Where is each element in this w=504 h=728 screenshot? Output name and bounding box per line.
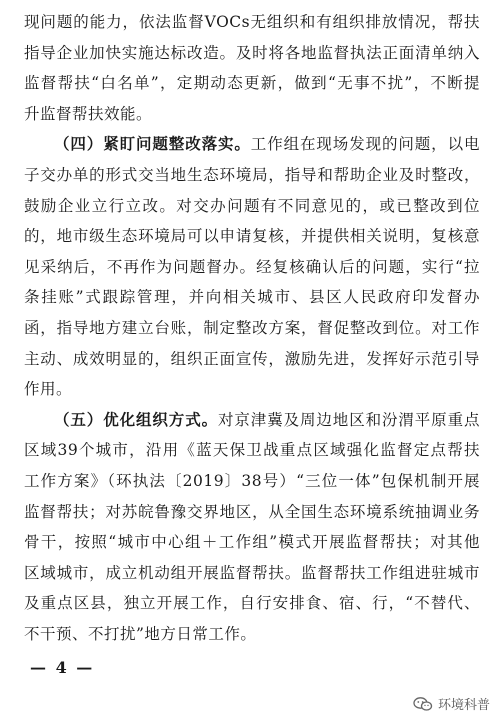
text-line: 不干预、不打扰”地方日常工作。 [24, 625, 257, 643]
line-text: 工作组在现场发现的问题，以电 [250, 135, 480, 154]
text-line: 子交办单的形式交当地生态环境局，指导和帮助企业及时整改， [24, 166, 480, 184]
watermark-text: 环境科普 [437, 698, 490, 713]
text-line: 监督帮扶“白名单”，定期动态更新，做到“无事不扰”，不断提 [24, 74, 480, 93]
text-line: 骨干，按照“城市中心组＋工作组”模式开展监督帮扶；对其他 [24, 533, 480, 552]
text-line: 区域城市，成立机动组开展监督帮扶。监督帮扶工作组进驻城市 [24, 563, 480, 582]
text-line: 主动、成效明显的，组织正面宣传，激励先进，发挥好示范引导 [24, 349, 480, 368]
text-line [54, 410, 480, 430]
text-line: 升监督帮扶效能。 [24, 104, 153, 123]
section-heading: （五）优化组织方式。 [54, 409, 218, 429]
line-text: 对京津冀及周边地区和汾渭平原重点 [218, 410, 480, 429]
watermark [413, 694, 490, 713]
page-number: — 4 — [30, 658, 95, 677]
text-line: 及重点区县，独立开展工作，自行安排食、宿、行，“不替代、 [24, 594, 480, 613]
text-line: 指导企业加快实施达标改造。及时将各地监督执法正面清单纳入 [24, 43, 480, 62]
text-line: 监督帮扶；对苏皖鲁豫交界地区，从全国生态环境系统抽调业务 [24, 502, 480, 521]
text-line: 鼓励企业立行立改。对交办问题有不同意见的，或已整改到位 [24, 196, 480, 215]
text-line: 条挂账”式跟踪管理，并向相关城市、县区人民政府印发督办 [24, 288, 480, 307]
text-line: 作用。 [24, 380, 73, 399]
text-line: 见采纳后，不再作为问题督办。经复核确认后的问题，实行“拉 [24, 257, 480, 276]
text-line: 工作方案》（环执法〔2019〕38号）“三位一体”包保机制开展 [24, 472, 480, 490]
wechat-icon [413, 696, 433, 712]
text-line: 的，地市级生态环境局可以申请复核，并提供相关说明，复核意 [24, 227, 480, 246]
text-line: 函，指导地方建立台账，制定整改方案，督促整改到位。对工作 [24, 319, 480, 337]
section-heading: （四）紧盯问题整改落实。 [54, 134, 251, 154]
text-line [54, 134, 480, 154]
text-line: 区域39个城市，沿用《蓝天保卫战重点区域强化监督定点帮扶 [24, 441, 480, 460]
text-line: 现问题的能力，依法监督VOCs无组织和有组织排放情况，帮扶 [24, 13, 480, 31]
